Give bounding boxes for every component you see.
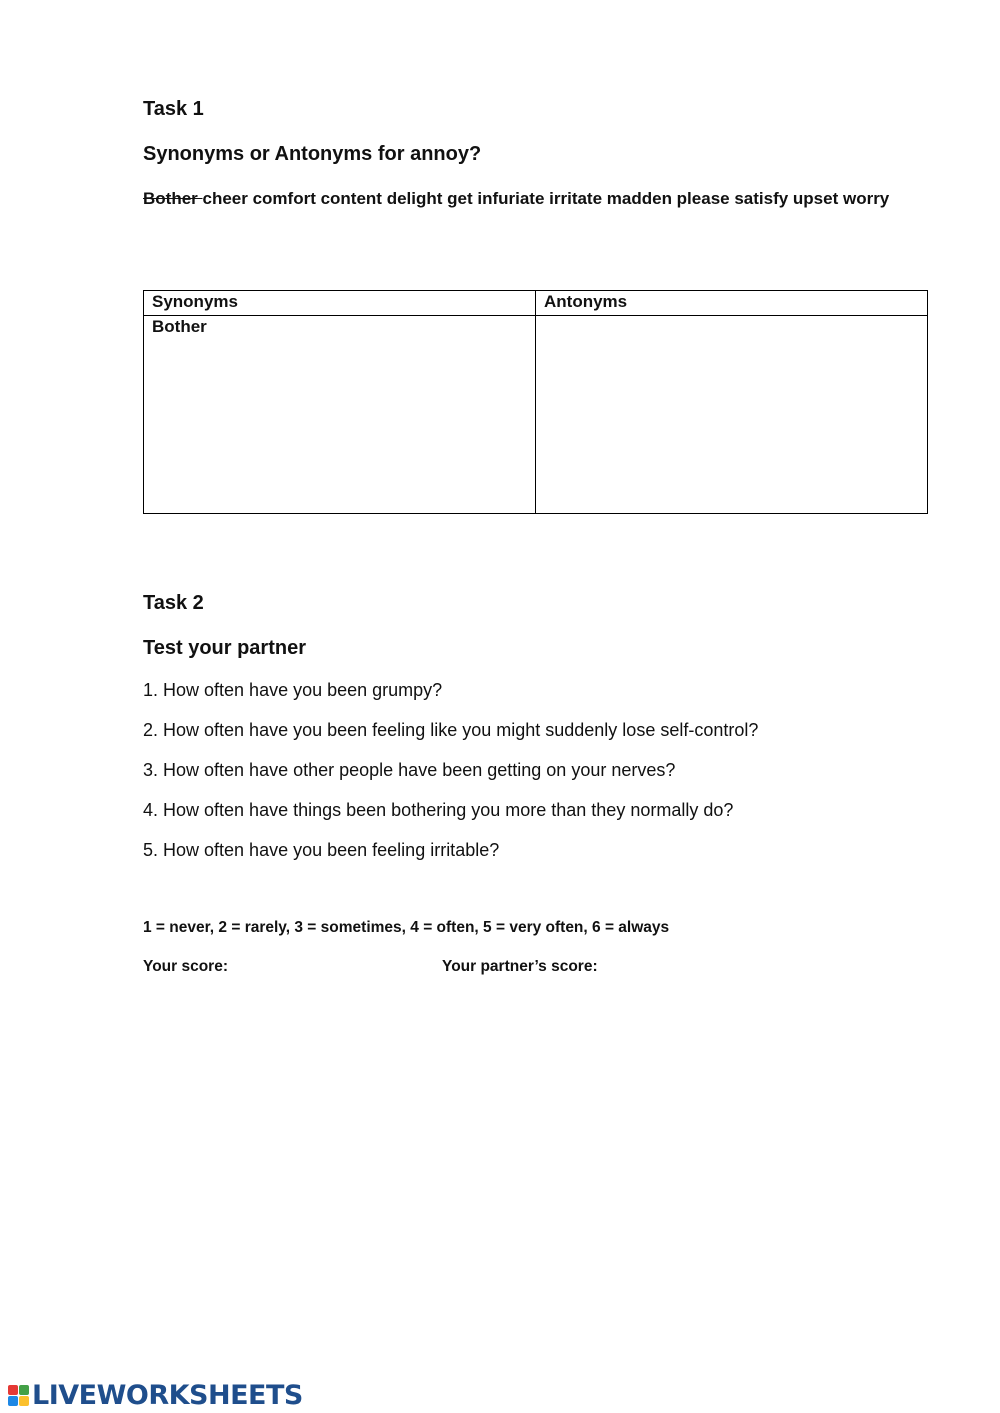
logo-tile	[19, 1385, 29, 1395]
your-score-label: Your score:	[143, 958, 228, 975]
question-item: 1. How often have you been grumpy?	[143, 680, 443, 700]
synonyms-cell[interactable]: Bother	[144, 316, 536, 514]
partner-score-label: Your partner’s score:	[442, 958, 598, 975]
word-bank-struck-word: Bother	[143, 189, 203, 208]
synonyms-column-header: Synonyms	[144, 291, 536, 316]
antonyms-cell[interactable]	[536, 316, 928, 514]
synonyms-antonyms-table	[143, 290, 928, 514]
antonyms-column-header: Antonyms	[536, 291, 928, 316]
logo-tiles-icon	[8, 1385, 29, 1406]
task1-title: Synonyms or Antonyms for annoy?	[143, 143, 482, 165]
logo-tile	[8, 1396, 18, 1406]
liveworksheets-logo	[8, 1380, 303, 1411]
question-item: 2. How often have you been feeling like you might suddenly lose self-control?	[143, 720, 759, 740]
task1-heading: Task 1	[143, 98, 204, 120]
logo-text: LIVEWORKSHEETS	[32, 1380, 303, 1411]
question-item: 4. How often have things been bothering you more than they normally do?	[143, 800, 734, 820]
rating-scale: 1 = never, 2 = rarely, 3 = sometimes, 4 = often, 5 = very often, 6 = always	[143, 919, 670, 936]
word-bank-words: cheer comfort content delight get infuriate irritate madden please satisfy upset worry	[202, 189, 890, 208]
logo-tile	[19, 1396, 29, 1406]
task2-heading: Task 2	[143, 592, 204, 614]
logo-tile	[8, 1385, 18, 1395]
question-item: 3. How often have other people have been getting on your nerves?	[143, 760, 676, 780]
question-item: 5. How often have you been feeling irritable?	[143, 840, 500, 860]
word-bank	[143, 185, 903, 212]
task2-title: Test your partner	[143, 637, 306, 659]
